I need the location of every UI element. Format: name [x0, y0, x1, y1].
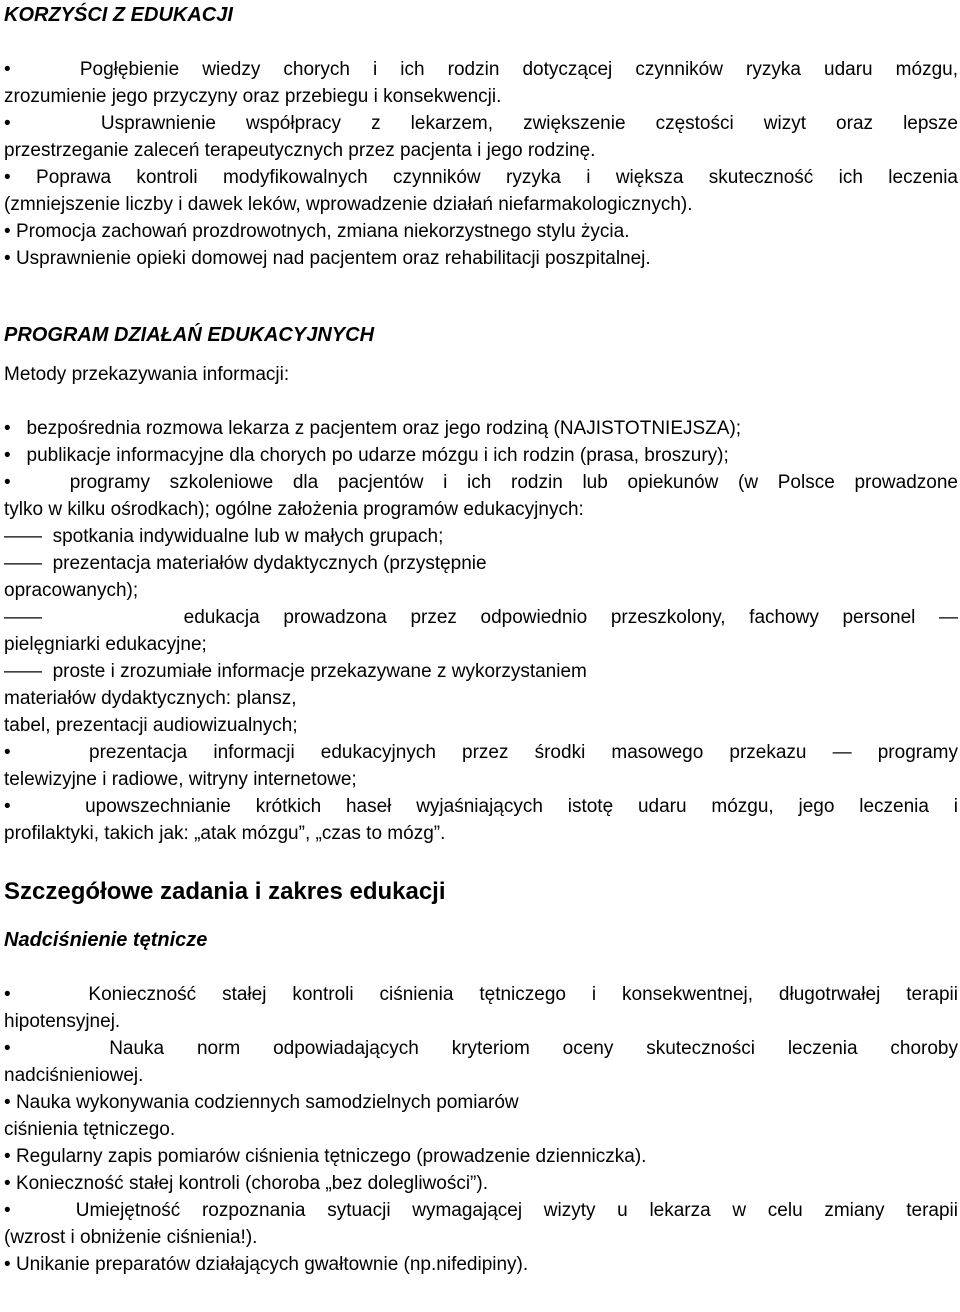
list-item-continuation: profilaktyki, takich jak: „atak mózgu”, „czas to mózg”.: [4, 823, 446, 844]
section-title-program: PROGRAM DZIAŁAŃ EDUKACYJNYCH: [4, 324, 375, 346]
list-item: • Pogłębienie wiedzy chorych i ich rodzin dotyczącej czynników ryzyka udaru mózgu,: [4, 56, 958, 83]
document-page: [4, 0, 958, 1278]
list-item: • publikacje informacyjne dla chorych po udarze mózgu i ich rodzin (prasa, broszury);: [4, 442, 958, 469]
list-item-continuation: telewizyjne i radiowe, witryny internetowe;: [4, 769, 357, 790]
list-item: • Usprawnienie współpracy z lekarzem, zwiększenie częstości wizyt oraz lepsze: [4, 110, 958, 137]
list-item: • bezpośrednia rozmowa lekarza z pacjentem oraz jego rodziną (NAJISTOTNIEJSZA);: [4, 415, 958, 442]
dash-item-continuation: pielęgniarki edukacyjne;: [4, 634, 207, 655]
list-item: • Usprawnienie opieki domowej nad pacjentem oraz rehabilitacji poszpitalnej.: [4, 245, 958, 272]
list-item: • Konieczność stałej kontroli ciśnienia tętniczego i konsekwentnej, długotrwałej terapii: [4, 981, 958, 1008]
list-item: • Nauka wykonywania codziennych samodzielnych pomiarów: [4, 1089, 958, 1116]
list-item: • Nauka norm odpowiadających kryteriom oceny skuteczności leczenia choroby: [4, 1035, 958, 1062]
dash-item-continuation: materiałów dydaktycznych: plansz,: [4, 688, 297, 709]
list-item: • programy szkoleniowe dla pacjentów i ich rodzin lub opiekunów (w Polsce prowadzone: [4, 469, 958, 496]
list-item: • Promocja zachowań prozdrowotnych, zmiana niekorzystnego stylu życia.: [4, 218, 958, 245]
dash-item-continuation: tabel, prezentacji audiowizualnych;: [4, 715, 298, 736]
benefits-list: [4, 56, 958, 272]
dash-item: —— spotkania indywidualne lub w małych grupach;: [4, 523, 958, 550]
list-item: • upowszechnianie krótkich haseł wyjaśniających istotę udaru mózgu, jego leczenia i: [4, 793, 958, 820]
list-item: • Unikanie preparatów działających gwałtownie (np.nifedipiny).: [4, 1251, 958, 1278]
list-item-continuation: (wzrost i obniżenie ciśnienia!).: [4, 1227, 258, 1248]
section-title-benefits: KORZYŚCI Z EDUKACJI: [4, 4, 233, 26]
methods-list: [4, 415, 958, 847]
list-item-continuation: zrozumienie jego przyczyny oraz przebiegu i konsekwencji.: [4, 86, 502, 107]
list-item-continuation: nadciśnieniowej.: [4, 1065, 144, 1086]
list-item-continuation: przestrzeganie zaleceń terapeutycznych przez pacjenta i jego rodzinę.: [4, 140, 596, 161]
list-item: • prezentacja informacji edukacyjnych przez środki masowego przekazu — programy: [4, 739, 958, 766]
dash-item: —— edukacja prowadzona przez odpowiednio przeszkolony, fachowy personel —: [4, 604, 958, 631]
section-title-tasks: Szczegółowe zadania i zakres edukacji: [4, 878, 446, 905]
list-item-continuation: tylko w kilku ośrodkach); ogólne założenia programów edukacyjnych:: [4, 499, 584, 520]
list-item: • Regularny zapis pomiarów ciśnienia tętniczego (prowadzenie dzienniczka).: [4, 1143, 958, 1170]
dash-item-continuation: opracowanych);: [4, 580, 139, 601]
list-item-continuation: hipotensyjnej.: [4, 1011, 121, 1032]
list-item: • Konieczność stałej kontroli (choroba „bez dolegliwości”).: [4, 1170, 958, 1197]
dash-item: —— prezentacja materiałów dydaktycznych (przystępnie: [4, 550, 958, 577]
hypertension-list: [4, 981, 958, 1278]
list-item: • Poprawa kontroli modyfikowalnych czynników ryzyka i większa skuteczność ich leczenia: [4, 164, 958, 191]
subsection-title-hypertension: Nadciśnienie tętnicze: [4, 929, 208, 951]
list-item: • Umiejętność rozpoznania sytuacji wymagającej wizyty u lekarza w celu zmiany terapii: [4, 1197, 958, 1224]
list-item-continuation: (zmniejszenie liczby i dawek leków, wprowadzenie działań niefarmakologicznych).: [4, 194, 693, 215]
list-item-continuation: ciśnienia tętniczego.: [4, 1119, 176, 1140]
dash-item: —— proste i zrozumiałe informacje przekazywane z wykorzystaniem: [4, 658, 958, 685]
methods-intro: Metody przekazywania informacji:: [4, 364, 290, 385]
